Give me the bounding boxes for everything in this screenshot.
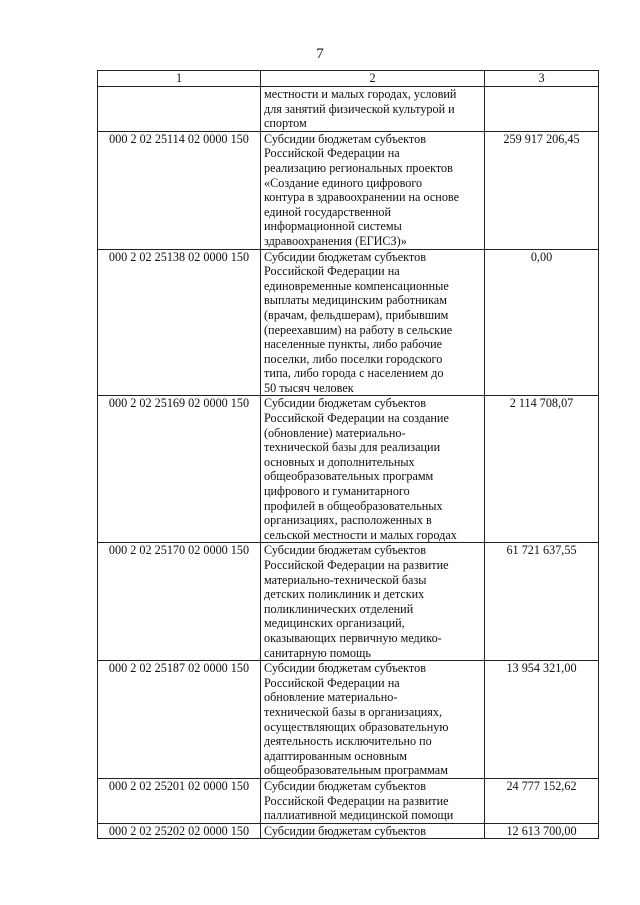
classification-code-cell: 000 2 02 25114 02 0000 150 — [98, 131, 261, 249]
description-line: Российской Федерации на — [264, 675, 400, 690]
description-line: (врачам, фельдшерам), прибывшим — [264, 307, 449, 322]
description-line: информационной системы — [264, 219, 402, 234]
description-line: местности и малых городах, условий — [264, 87, 457, 101]
classification-code-cell: 000 2 02 25202 02 0000 150 — [98, 823, 261, 839]
description-line: деятельность исключительно по — [264, 734, 432, 749]
description-line: 50 тысяч человек — [264, 380, 354, 395]
amount-cell: 13 954 321,00 — [485, 661, 599, 779]
description-line: оказывающих первичную медико- — [264, 630, 442, 645]
description-line: Российской Федерации на создание — [264, 411, 449, 426]
description-line: Российской Федерации на развитие — [264, 793, 449, 808]
table-header-row — [98, 71, 599, 87]
description-cell — [261, 661, 485, 779]
description-line: адаптированным основным — [264, 748, 408, 763]
description-line: Российской Федерации на — [264, 146, 400, 161]
classification-code-cell: 000 2 02 25138 02 0000 150 — [98, 249, 261, 396]
description-line: спортом — [264, 116, 307, 131]
description-line: для занятий физической культурой и — [264, 101, 455, 116]
description-line: осуществляющих образовательную — [264, 719, 449, 734]
description-line: Субсидии бюджетам субъектов — [264, 543, 426, 558]
description-line: Российской Федерации на развитие — [264, 558, 449, 572]
description-line: (обновление) материально- — [264, 425, 406, 440]
description-line: выплаты медицинским работникам — [264, 293, 447, 308]
description-line: технической базы в организациях, — [264, 704, 443, 719]
description-line: паллиативной медицинской помощи — [264, 808, 454, 823]
description-line: санитарную помощь — [264, 645, 371, 660]
table-row — [98, 778, 599, 823]
classification-code-cell: 000 2 02 25201 02 0000 150 — [98, 778, 261, 823]
description-line: контура в здравоохранении на основе — [264, 190, 460, 205]
table-row — [98, 249, 599, 396]
classification-code-cell: 000 2 02 25169 02 0000 150 — [98, 396, 261, 543]
description-line: детских поликлиник и детских — [264, 587, 425, 602]
description-line: технической базы для реализации — [264, 440, 441, 455]
description-cell — [261, 249, 485, 396]
description-line: сельской местности и малых городах — [264, 527, 457, 542]
budget-table — [97, 70, 599, 839]
description-line: единовременные компенсационные — [264, 278, 449, 293]
description-cell — [261, 543, 485, 661]
column-header-2: 2 — [261, 71, 485, 87]
column-header-3: 3 — [485, 71, 599, 87]
description-line: поликлинических отделений — [264, 601, 414, 616]
description-line: Субсидии бюджетам субъектов — [264, 823, 426, 838]
description-line: Субсидии бюджетам субъектов — [264, 661, 426, 676]
description-line: населенные пункты, либо рабочие — [264, 337, 443, 352]
description-cell — [261, 87, 485, 132]
description-line: единой государственной — [264, 204, 392, 219]
description-line: поселки, либо поселки городского — [264, 351, 443, 366]
description-line: обновление материально- — [264, 690, 398, 705]
description-line: медицинских организаций, — [264, 616, 405, 631]
description-cell — [261, 823, 485, 839]
description-line: цифрового и гуманитарного — [264, 484, 410, 499]
description-line: материально-технической базы — [264, 572, 427, 587]
description-line: Субсидии бюджетам субъектов — [264, 778, 426, 793]
description-line: Субсидии бюджетам субъектов — [264, 249, 426, 264]
description-line: типа, либо города с населением до — [264, 366, 444, 381]
description-line: «Создание единого цифрового — [264, 175, 423, 190]
amount-cell — [485, 87, 599, 132]
table-row — [98, 543, 599, 661]
amount-cell: 24 777 152,62 — [485, 778, 599, 823]
description-line: Субсидии бюджетам субъектов — [264, 396, 426, 411]
table-row — [98, 823, 599, 839]
description-line: общеобразовательным программам — [264, 763, 448, 778]
description-line: Российской Федерации на — [264, 264, 400, 279]
description-line: профилей в общеобразовательных — [264, 498, 443, 513]
classification-code-cell: 000 2 02 25187 02 0000 150 — [98, 661, 261, 779]
amount-cell: 61 721 637,55 — [485, 543, 599, 661]
description-cell — [261, 396, 485, 543]
table-row — [98, 661, 599, 779]
description-line: организациях, расположенных в — [264, 513, 432, 528]
amount-cell: 259 917 206,45 — [485, 131, 599, 249]
amount-cell: 0,00 — [485, 249, 599, 396]
table-row — [98, 396, 599, 543]
description-line: Субсидии бюджетам субъектов — [264, 131, 426, 146]
classification-code-cell — [98, 87, 261, 132]
description-cell — [261, 778, 485, 823]
description-line: (переехавшим) на работу в сельские — [264, 322, 453, 337]
description-line: основных и дополнительных — [264, 454, 415, 469]
table-row — [98, 87, 599, 132]
description-line: общеобразовательных программ — [264, 469, 434, 484]
description-cell — [261, 131, 485, 249]
amount-cell: 12 613 700,00 — [485, 823, 599, 839]
table-body — [98, 87, 599, 839]
description-line: реализацию региональных проектов — [264, 160, 453, 175]
column-header-1: 1 — [98, 71, 261, 87]
amount-cell: 2 114 708,07 — [485, 396, 599, 543]
table-row — [98, 131, 599, 249]
classification-code-cell: 000 2 02 25170 02 0000 150 — [98, 543, 261, 661]
description-line: здравоохранения (ЕГИСЗ)» — [264, 233, 407, 248]
page-number: 7 — [316, 46, 324, 62]
